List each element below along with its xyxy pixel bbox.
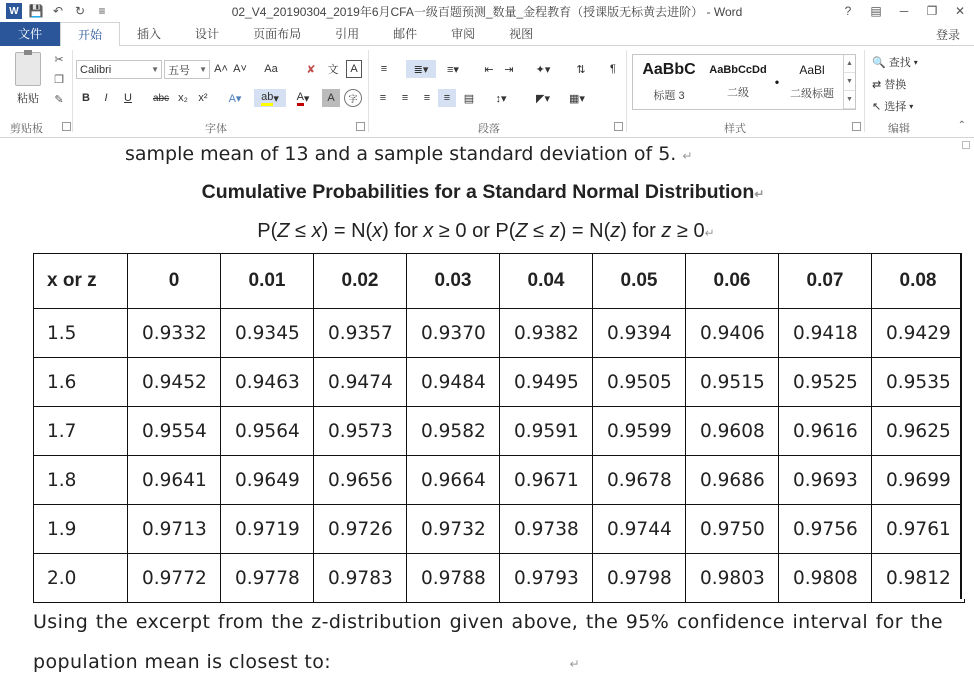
style-caption: 二级标题: [790, 88, 834, 100]
select-button[interactable]: [872, 98, 913, 114]
styles-launcher-icon[interactable]: [852, 122, 861, 131]
probability-cell: 0.9484: [407, 358, 500, 407]
paste-label: 粘贴: [17, 93, 39, 105]
probability-cell: 0.9772: [128, 554, 221, 603]
probability-cell: 0.9726: [314, 505, 407, 554]
more-styles-icon[interactable]: ▼: [844, 91, 855, 109]
bold-button[interactable]: B: [82, 92, 90, 104]
probability-cell: 0.9732: [407, 505, 500, 554]
sort-icon[interactable]: ⇅: [576, 63, 586, 76]
styles-scrollbar[interactable]: [843, 55, 855, 109]
group-label-styles: 样式: [724, 123, 746, 135]
ribbon-home: [0, 46, 974, 138]
save-icon[interactable]: 💾: [28, 4, 44, 18]
paragraph-launcher-icon[interactable]: [614, 122, 623, 131]
probability-cell: 0.9678: [593, 456, 686, 505]
grow-font-button[interactable]: A˄: [214, 63, 228, 75]
probability-cell: 0.9686: [686, 456, 779, 505]
probability-cell: 0.9671: [500, 456, 593, 505]
probability-cell: 0.9641: [128, 456, 221, 505]
style-preview: AaBl: [799, 63, 825, 77]
table-clip-mask: [960, 253, 974, 599]
table-header-cell: x or z: [34, 254, 128, 309]
probability-cell: 0.9452: [128, 358, 221, 407]
probability-cell: 0.9406: [686, 309, 779, 358]
probability-cell: 0.9783: [314, 554, 407, 603]
highlighter-icon: ab: [261, 91, 273, 106]
shrink-font-button[interactable]: A˅: [233, 63, 247, 75]
probability-cell: 0.9798: [593, 554, 686, 603]
chevron-down-icon: ▾: [913, 57, 918, 67]
subtitle-part: ) = N(: [321, 220, 373, 242]
probability-cell: 0.9357: [314, 309, 407, 358]
subtitle-part: ) for: [382, 220, 424, 242]
probability-cell: 0.9332: [128, 309, 221, 358]
replace-icon: ⇄: [872, 78, 882, 91]
change-case-button[interactable]: Aa: [264, 63, 278, 75]
font-name-value: Calibri: [80, 63, 112, 76]
subtitle-part: x: [372, 220, 383, 242]
table-title-text: Cumulative Probabilities for a Standard Normal Distribution: [201, 181, 755, 203]
paragraph-mark: ↵: [754, 187, 765, 201]
style-caption: 二级: [727, 87, 749, 99]
line-spacing-icon[interactable]: ↕▾: [495, 92, 507, 105]
z-table: [33, 253, 965, 603]
probability-cell: 0.9719: [221, 505, 314, 554]
table-title: [0, 181, 974, 204]
document-area[interactable]: [0, 138, 974, 691]
probability-cell: 0.9625: [872, 407, 965, 456]
justify-icon[interactable]: ≡: [438, 89, 456, 107]
redo-icon[interactable]: ↻: [74, 4, 86, 18]
subtitle-part: Z: [515, 220, 528, 242]
probability-cell: 0.9525: [779, 358, 872, 407]
font-size-box[interactable]: [164, 60, 210, 79]
probability-cell: 0.9474: [314, 358, 407, 407]
table-header-cell: 0.06: [686, 254, 779, 309]
cut-icon[interactable]: ✂: [54, 53, 64, 66]
chevron-down-icon: ▼: [199, 65, 207, 74]
subtitle-part: ≤: [289, 220, 312, 242]
scroll-handle-icon[interactable]: [962, 141, 970, 149]
probability-cell: 0.9382: [500, 309, 593, 358]
table-header-cell: 0.08: [872, 254, 965, 309]
probability-cell: 0.9761: [872, 505, 965, 554]
ribbon-display-button[interactable]: ▤: [870, 4, 882, 18]
subtitle-part: ) = N(: [559, 220, 611, 242]
probability-cell: 0.9554: [128, 407, 221, 456]
character-border-icon[interactable]: A: [346, 60, 362, 78]
doc-text-line: [125, 143, 692, 165]
collapse-ribbon-icon[interactable]: ⌃: [957, 120, 966, 131]
tab-view[interactable]: 视图: [509, 27, 534, 41]
probability-cell: 0.9564: [221, 407, 314, 456]
multilevel-list-icon[interactable]: ≡▾: [447, 63, 459, 76]
probability-cell: 0.9693: [779, 456, 872, 505]
row-label-cell: 2.0: [34, 554, 128, 603]
font-name-box[interactable]: [76, 60, 162, 79]
login-link[interactable]: 登录: [935, 28, 960, 42]
ribbon-tabs: [0, 22, 974, 46]
subtitle-part: Z: [277, 220, 290, 242]
table-row: [34, 407, 965, 456]
decrease-indent-icon[interactable]: ⇤: [484, 63, 494, 76]
highlight-color-icon[interactable]: ab ▾: [254, 89, 286, 107]
subtitle-part: z: [610, 220, 621, 242]
style-caption: 标题 3: [653, 90, 685, 102]
superscript-button[interactable]: x²: [198, 92, 208, 104]
table-header-cell: 0.07: [779, 254, 872, 309]
clipboard-launcher-icon[interactable]: [62, 122, 71, 131]
probability-cell: 0.9756: [779, 505, 872, 554]
probability-cell: 0.9744: [593, 505, 686, 554]
subscript-button[interactable]: x₂: [178, 92, 188, 104]
subtitle-part: x: [311, 220, 322, 242]
style-bullet: [773, 55, 781, 109]
tab-review[interactable]: 审阅: [451, 27, 476, 41]
table-row: [34, 358, 965, 407]
strikethrough-button[interactable]: abc: [152, 92, 170, 104]
subtitle-part: ≥ 0 or P(: [433, 220, 516, 242]
select-icon: ↖: [872, 100, 882, 113]
minimize-button[interactable]: ─: [899, 4, 909, 18]
table-header-cell: 0: [128, 254, 221, 309]
subtitle-part: P(: [257, 220, 278, 242]
question-text: population mean is closest to:: [33, 651, 332, 673]
chinese-layout-icon[interactable]: ✦▾: [535, 63, 551, 76]
doc-text: sample mean of 13 and a sample standard deviation of 5.: [125, 143, 677, 165]
paragraph-mark: ↵: [704, 226, 715, 240]
show-marks-icon[interactable]: ¶: [610, 63, 616, 75]
paragraph-mark: ↵: [569, 657, 581, 671]
tab-home[interactable]: 开始: [60, 22, 120, 47]
tab-insert[interactable]: 插入: [137, 27, 162, 41]
probability-cell: 0.9463: [221, 358, 314, 407]
probability-cell: 0.9370: [407, 309, 500, 358]
subtitle-part: ≤: [527, 220, 550, 242]
subtitle-part: z: [661, 220, 672, 242]
table-header-cell: 0.03: [407, 254, 500, 309]
find-icon: 🔍: [872, 56, 886, 69]
table-right-border: [960, 253, 962, 599]
probability-cell: 0.9738: [500, 505, 593, 554]
table-row: [34, 309, 965, 358]
probability-cell: 0.9591: [500, 407, 593, 456]
title-bar: [0, 0, 974, 22]
select-label: 选择: [884, 101, 907, 113]
probability-cell: 0.9808: [779, 554, 872, 603]
numbering-icon[interactable]: ≣▾: [406, 60, 436, 78]
probability-cell: 0.9535: [872, 358, 965, 407]
probability-cell: 0.9515: [686, 358, 779, 407]
help-button[interactable]: ?: [844, 4, 852, 18]
tab-file[interactable]: 文件: [0, 22, 60, 46]
font-size-value: 五号: [168, 64, 190, 77]
align-left-icon[interactable]: ≡: [379, 92, 387, 104]
bullets-icon[interactable]: ≡: [380, 63, 388, 75]
italic-button[interactable]: I: [104, 92, 108, 104]
probability-cell: 0.9778: [221, 554, 314, 603]
table-header-row: [34, 254, 965, 309]
font-color-icon[interactable]: A ▾: [296, 90, 310, 105]
group-label-font: 字体: [205, 123, 227, 135]
tab-design[interactable]: 设计: [195, 27, 220, 41]
align-center-icon[interactable]: ≡: [401, 92, 409, 104]
probability-cell: 0.9616: [779, 407, 872, 456]
chevron-down-icon: ▾: [909, 101, 914, 111]
table-subtitle: [0, 220, 974, 243]
question-line-2: [33, 651, 580, 673]
style-preview: AaBbC: [642, 61, 696, 78]
probability-cell: 0.9495: [500, 358, 593, 407]
distributed-icon[interactable]: ▤: [463, 92, 475, 105]
row-label-cell: 1.9: [34, 505, 128, 554]
group-separator: [72, 50, 73, 132]
group-label-editing: 编辑: [888, 123, 910, 135]
paste-button[interactable]: [10, 52, 46, 112]
underline-button[interactable]: U: [124, 92, 132, 104]
tab-mailings[interactable]: 邮件: [393, 27, 418, 41]
style-preview: AaBbCcDd: [709, 64, 767, 76]
row-label-cell: 1.8: [34, 456, 128, 505]
maximize-button[interactable]: ❐: [926, 4, 938, 18]
paragraph-mark: ↵: [682, 149, 693, 163]
increase-indent-icon[interactable]: ⇥: [504, 63, 514, 76]
question-line-1: Using the excerpt from the z-distribution given above, the 95% confidence interval for the: [33, 611, 943, 633]
group-label-paragraph: 段落: [478, 123, 500, 135]
table-header-cell: 0.02: [314, 254, 407, 309]
font-launcher-icon[interactable]: [356, 122, 365, 131]
probability-cell: 0.9788: [407, 554, 500, 603]
table-row: [34, 505, 965, 554]
customize-qat-icon[interactable]: ≡: [98, 4, 106, 18]
text-effects-icon[interactable]: A▾: [228, 92, 242, 105]
clear-formatting-icon[interactable]: ✘: [306, 63, 316, 76]
subtitle-part: z: [549, 220, 560, 242]
format-painter-icon[interactable]: ✎: [54, 93, 64, 106]
replace-button[interactable]: [872, 76, 906, 92]
probability-cell: 0.9505: [593, 358, 686, 407]
word-app-icon[interactable]: W: [6, 3, 22, 19]
probability-cell: 0.9608: [686, 407, 779, 456]
probability-cell: 0.9573: [314, 407, 407, 456]
probability-cell: 0.9750: [686, 505, 779, 554]
probability-cell: 0.9345: [221, 309, 314, 358]
subtitle-part: ≥ 0: [671, 220, 705, 242]
quick-access-toolbar: [0, 3, 160, 19]
styles-gallery: [632, 54, 856, 110]
probability-cell: 0.9793: [500, 554, 593, 603]
row-label-cell: 1.7: [34, 407, 128, 456]
probability-cell: 0.9803: [686, 554, 779, 603]
find-button[interactable]: [872, 54, 918, 70]
probability-cell: 0.9394: [593, 309, 686, 358]
style-heading3[interactable]: [635, 55, 703, 109]
replace-label: 替换: [884, 79, 907, 91]
probability-cell: 0.9664: [407, 456, 500, 505]
probability-cell: 0.9429: [872, 309, 965, 358]
row-label-cell: 1.6: [34, 358, 128, 407]
tab-page-layout[interactable]: 页面布局: [253, 27, 302, 41]
phonetic-guide-icon[interactable]: 文: [327, 64, 339, 76]
group-separator: [864, 50, 865, 132]
table-header-cell: 0.01: [221, 254, 314, 309]
table-row: [34, 456, 965, 505]
shading-icon[interactable]: ◤▾: [536, 92, 550, 105]
style-level2[interactable]: [705, 55, 771, 109]
table-row: [34, 554, 965, 603]
find-label: 查找: [888, 57, 911, 69]
probability-cell: 0.9649: [221, 456, 314, 505]
window-title: 02_V4_20190304_2019年6月CFA一级百题预测_数量_金程教育（授课版无标黄去进阶） - Word: [231, 5, 743, 19]
group-separator: [626, 50, 627, 132]
probability-cell: 0.9699: [872, 456, 965, 505]
style-level2-heading[interactable]: [781, 55, 843, 109]
enclose-characters-icon[interactable]: 字: [344, 89, 362, 107]
group-separator: [368, 50, 369, 132]
copy-icon[interactable]: ❐: [54, 73, 64, 86]
align-right-icon[interactable]: ≡: [423, 92, 431, 104]
subtitle-part: x: [423, 220, 434, 242]
tab-references[interactable]: 引用: [335, 27, 360, 41]
close-button[interactable]: ✕: [954, 4, 966, 18]
row-label-cell: 1.5: [34, 309, 128, 358]
probability-cell: 0.9713: [128, 505, 221, 554]
probability-cell: 0.9656: [314, 456, 407, 505]
group-label-clipboard: 剪贴板: [10, 123, 43, 135]
probability-cell: 0.9599: [593, 407, 686, 456]
scroll-down-icon[interactable]: ▼: [844, 73, 855, 91]
table-header-cell: 0.04: [500, 254, 593, 309]
borders-icon[interactable]: ▦▾: [569, 92, 585, 105]
clipboard-icon: [15, 52, 41, 86]
probability-cell: 0.9812: [872, 554, 965, 603]
chevron-down-icon: ▼: [151, 65, 159, 74]
character-shading-icon[interactable]: A: [322, 89, 340, 107]
subtitle-part: ) for: [620, 220, 662, 242]
font-color-a-icon: A: [297, 91, 304, 106]
style-preview: •: [774, 75, 780, 89]
table-header-cell: 0.05: [593, 254, 686, 309]
undo-icon[interactable]: ↶: [52, 4, 64, 18]
probability-cell: 0.9582: [407, 407, 500, 456]
scroll-up-icon[interactable]: ▲: [844, 55, 855, 73]
probability-cell: 0.9418: [779, 309, 872, 358]
